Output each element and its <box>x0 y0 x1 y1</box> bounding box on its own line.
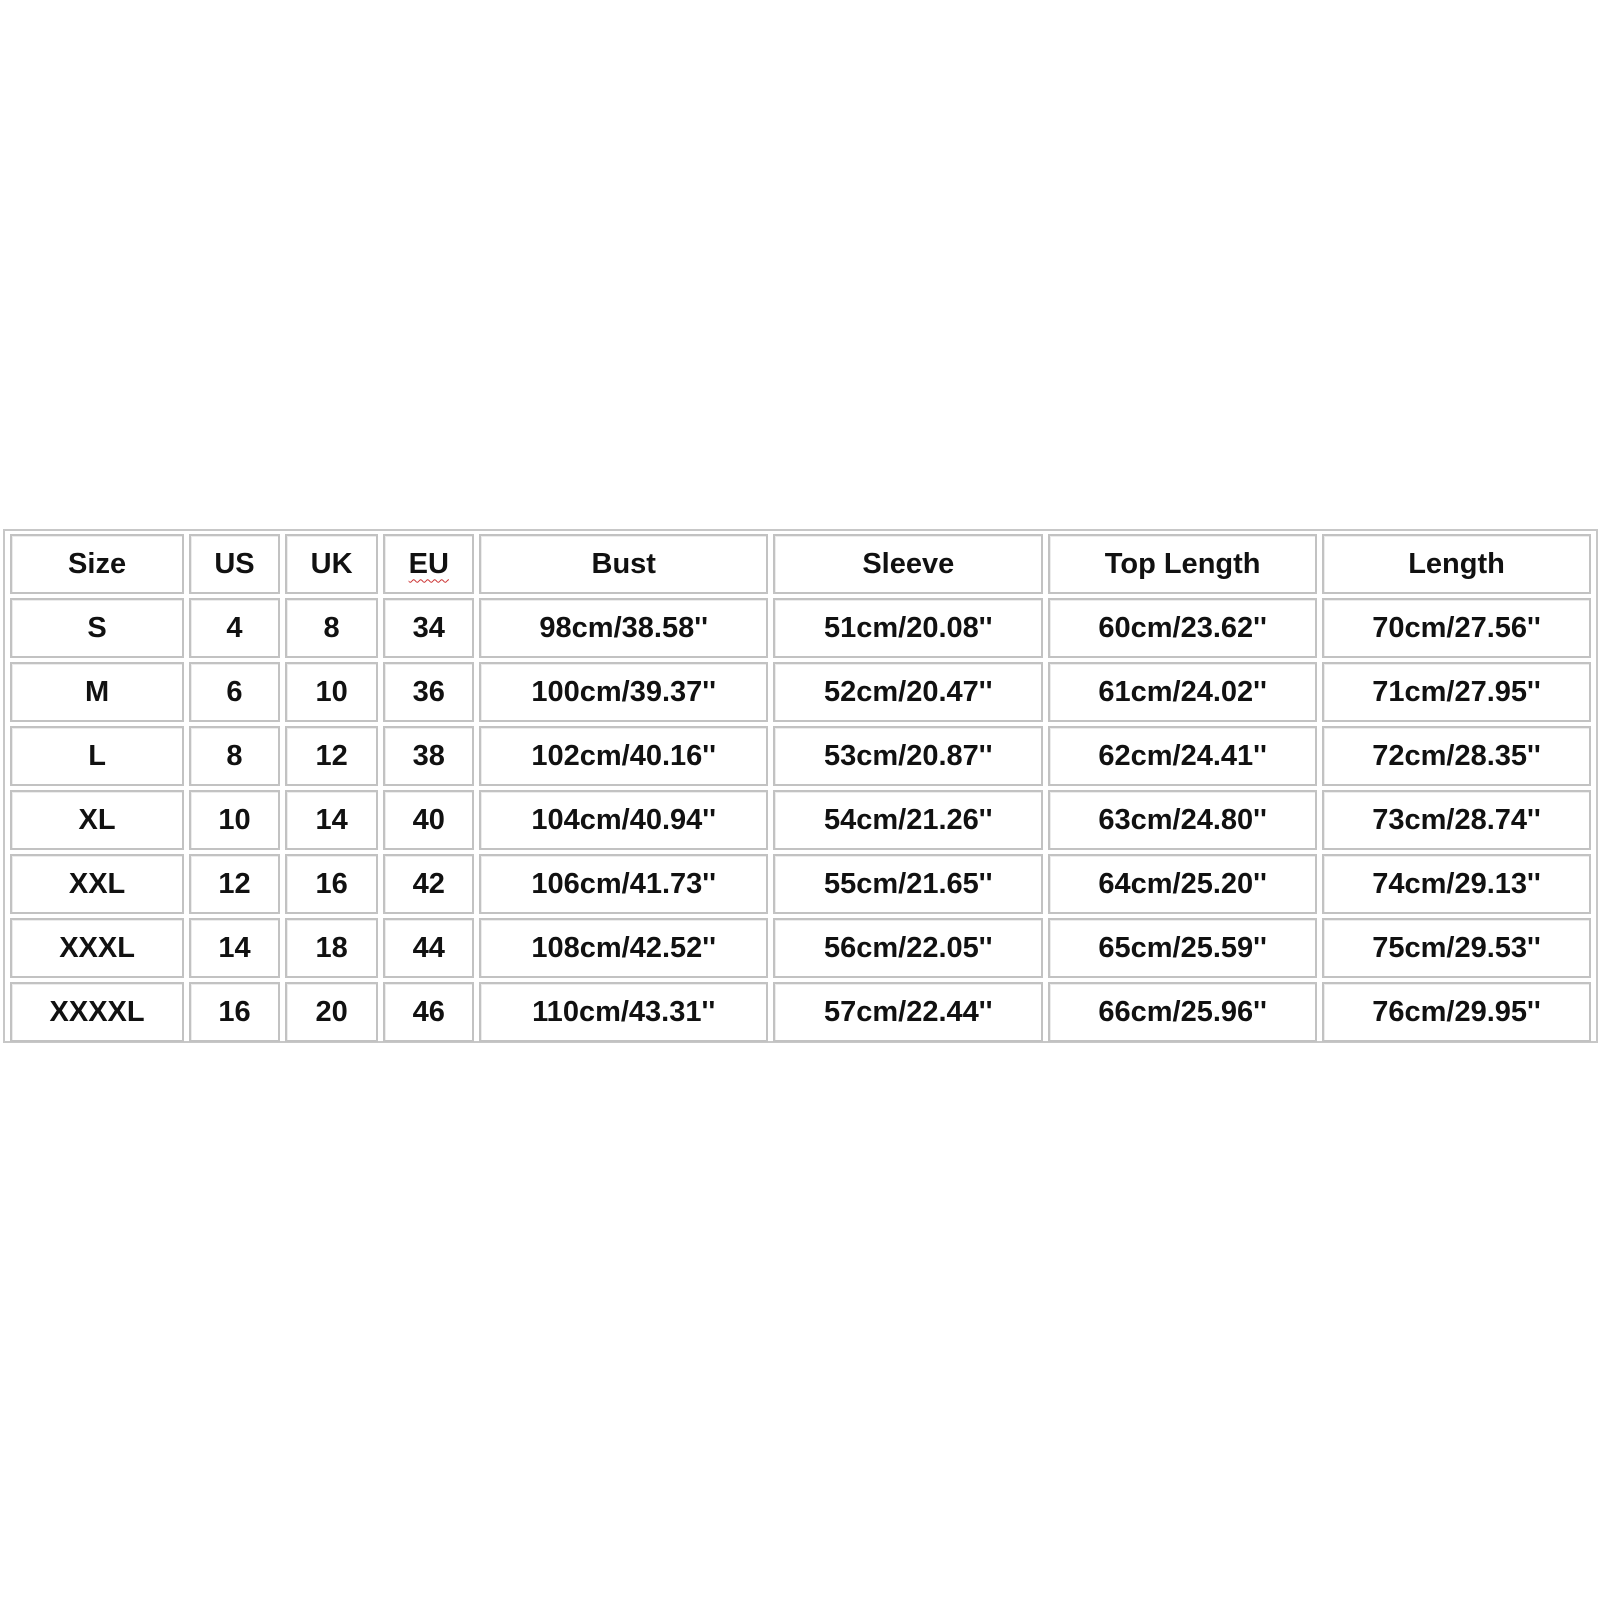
header-eu <box>383 534 474 594</box>
size-chart-table <box>5 530 1596 1046</box>
cell-length: 73cm/28.74'' <box>1322 790 1591 850</box>
cell-bust: 108cm/42.52'' <box>479 918 768 978</box>
table-row <box>10 854 1591 914</box>
cell-uk: 20 <box>285 982 379 1042</box>
cell-top-length: 65cm/25.59'' <box>1048 918 1317 978</box>
table-row <box>10 790 1591 850</box>
cell-size: L <box>10 726 184 786</box>
table-row <box>10 662 1591 722</box>
cell-top-length: 62cm/24.41'' <box>1048 726 1317 786</box>
cell-uk: 10 <box>285 662 379 722</box>
cell-us: 6 <box>189 662 280 722</box>
cell-bust: 110cm/43.31'' <box>479 982 768 1042</box>
cell-bust: 106cm/41.73'' <box>479 854 768 914</box>
cell-top-length: 64cm/25.20'' <box>1048 854 1317 914</box>
header-row <box>10 534 1591 594</box>
cell-uk: 12 <box>285 726 379 786</box>
cell-sleeve: 55cm/21.65'' <box>773 854 1043 914</box>
cell-sleeve: 54cm/21.26'' <box>773 790 1043 850</box>
cell-top-length: 66cm/25.96'' <box>1048 982 1317 1042</box>
header-bust: Bust <box>479 534 768 594</box>
table-row <box>10 598 1591 658</box>
cell-us: 12 <box>189 854 280 914</box>
cell-bust: 100cm/39.37'' <box>479 662 768 722</box>
cell-eu: 38 <box>383 726 474 786</box>
cell-size: XXL <box>10 854 184 914</box>
header-sleeve: Sleeve <box>773 534 1043 594</box>
table-row <box>10 982 1591 1042</box>
cell-bust: 102cm/40.16'' <box>479 726 768 786</box>
cell-us: 14 <box>189 918 280 978</box>
cell-top-length: 63cm/24.80'' <box>1048 790 1317 850</box>
cell-eu: 40 <box>383 790 474 850</box>
header-us: US <box>189 534 280 594</box>
cell-us: 16 <box>189 982 280 1042</box>
cell-eu: 34 <box>383 598 474 658</box>
cell-us: 10 <box>189 790 280 850</box>
cell-top-length: 60cm/23.62'' <box>1048 598 1317 658</box>
cell-us: 8 <box>189 726 280 786</box>
cell-eu: 42 <box>383 854 474 914</box>
cell-sleeve: 53cm/20.87'' <box>773 726 1043 786</box>
table-row <box>10 726 1591 786</box>
cell-sleeve: 56cm/22.05'' <box>773 918 1043 978</box>
header-uk: UK <box>285 534 379 594</box>
cell-uk: 18 <box>285 918 379 978</box>
cell-size: S <box>10 598 184 658</box>
header-length: Length <box>1322 534 1591 594</box>
cell-length: 76cm/29.95'' <box>1322 982 1591 1042</box>
cell-length: 74cm/29.13'' <box>1322 854 1591 914</box>
cell-sleeve: 51cm/20.08'' <box>773 598 1043 658</box>
cell-bust: 104cm/40.94'' <box>479 790 768 850</box>
cell-uk: 16 <box>285 854 379 914</box>
header-size: Size <box>10 534 184 594</box>
cell-length: 72cm/28.35'' <box>1322 726 1591 786</box>
table-row <box>10 918 1591 978</box>
size-chart-container <box>3 529 1598 1043</box>
cell-uk: 8 <box>285 598 379 658</box>
cell-bust: 98cm/38.58'' <box>479 598 768 658</box>
cell-length: 75cm/29.53'' <box>1322 918 1591 978</box>
cell-length: 71cm/27.95'' <box>1322 662 1591 722</box>
cell-uk: 14 <box>285 790 379 850</box>
cell-size: XXXXL <box>10 982 184 1042</box>
cell-size: XXXL <box>10 918 184 978</box>
header-top-length: Top Length <box>1048 534 1317 594</box>
header-eu-label: EU <box>408 547 449 580</box>
cell-sleeve: 57cm/22.44'' <box>773 982 1043 1042</box>
cell-us: 4 <box>189 598 280 658</box>
cell-eu: 36 <box>383 662 474 722</box>
cell-eu: 46 <box>383 982 474 1042</box>
cell-size: M <box>10 662 184 722</box>
cell-sleeve: 52cm/20.47'' <box>773 662 1043 722</box>
cell-eu: 44 <box>383 918 474 978</box>
cell-top-length: 61cm/24.02'' <box>1048 662 1317 722</box>
cell-length: 70cm/27.56'' <box>1322 598 1591 658</box>
cell-size: XL <box>10 790 184 850</box>
